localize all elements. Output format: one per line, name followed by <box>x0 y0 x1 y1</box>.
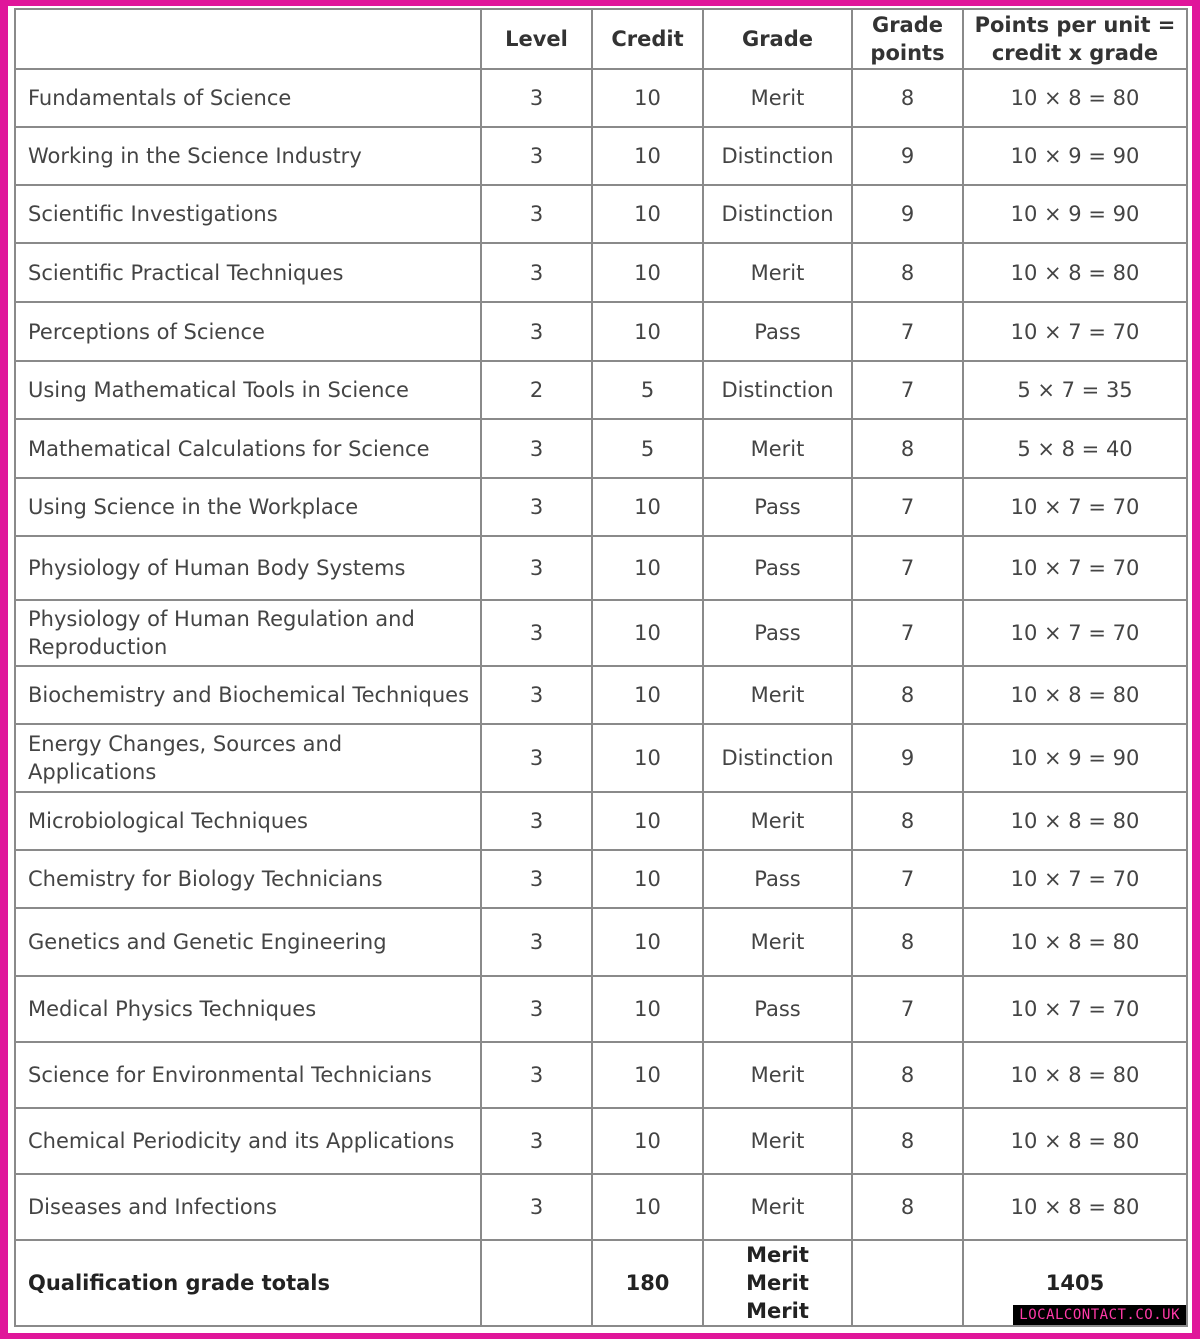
cell-unit: Fundamentals of Science <box>15 69 481 127</box>
cell-grade-points: 7 <box>852 976 963 1042</box>
cell-unit: Using Science in the Workplace <box>15 478 481 536</box>
cell-credit: 10 <box>592 724 703 792</box>
cell-grade-points: 8 <box>852 1108 963 1174</box>
totals-grade-1: Merit <box>746 1243 809 1267</box>
table-row <box>15 361 1187 419</box>
cell-unit: Science for Environmental Technicians <box>15 1042 481 1108</box>
cell-level: 3 <box>481 69 592 127</box>
cell-grade: Pass <box>703 976 852 1042</box>
table-row <box>15 69 1187 127</box>
header-credit: Credit <box>592 9 703 69</box>
cell-grade-points: 8 <box>852 1174 963 1240</box>
table-row <box>15 908 1187 976</box>
cell-credit: 10 <box>592 666 703 724</box>
cell-grade: Distinction <box>703 127 852 185</box>
cell-grade: Merit <box>703 419 852 478</box>
cell-grade: Distinction <box>703 361 852 419</box>
cell-points: 10 × 7 = 70 <box>963 850 1187 908</box>
cell-level: 3 <box>481 302 592 361</box>
cell-grade: Pass <box>703 478 852 536</box>
table-row <box>15 1108 1187 1174</box>
cell-credit: 10 <box>592 600 703 666</box>
cell-credit: 10 <box>592 69 703 127</box>
cell-credit: 10 <box>592 850 703 908</box>
watermark-logo: LOCALCONTACT.CO.UK <box>1013 1305 1186 1325</box>
cell-grade: Pass <box>703 850 852 908</box>
cell-grade: Merit <box>703 243 852 302</box>
cell-unit: Diseases and Infections <box>15 1174 481 1240</box>
cell-level: 3 <box>481 1042 592 1108</box>
cell-unit: Physiology of Human Regulation and Reproduction <box>15 600 481 666</box>
cell-points: 10 × 9 = 90 <box>963 724 1187 792</box>
cell-grade: Merit <box>703 69 852 127</box>
table-row <box>15 792 1187 850</box>
totals-row <box>15 1240 1187 1326</box>
cell-grade: Distinction <box>703 185 852 243</box>
cell-credit: 10 <box>592 536 703 600</box>
cell-grade: Merit <box>703 666 852 724</box>
totals-grades <box>703 1240 852 1326</box>
cell-grade-points: 9 <box>852 185 963 243</box>
table-row <box>15 666 1187 724</box>
header-grade: Grade <box>703 9 852 69</box>
cell-grade: Merit <box>703 792 852 850</box>
table-row <box>15 850 1187 908</box>
cell-points: 10 × 9 = 90 <box>963 127 1187 185</box>
cell-points: 10 × 8 = 80 <box>963 908 1187 976</box>
cell-credit: 5 <box>592 419 703 478</box>
cell-level: 3 <box>481 792 592 850</box>
cell-level: 3 <box>481 1108 592 1174</box>
cell-points: 5 × 7 = 35 <box>963 361 1187 419</box>
cell-points: 10 × 7 = 70 <box>963 600 1187 666</box>
cell-unit: Perceptions of Science <box>15 302 481 361</box>
cell-level: 3 <box>481 666 592 724</box>
grade-table <box>14 8 1188 1327</box>
cell-level: 3 <box>481 1174 592 1240</box>
totals-points: 1405 <box>963 1240 1187 1326</box>
table-row <box>15 243 1187 302</box>
cell-credit: 10 <box>592 908 703 976</box>
cell-grade-points: 8 <box>852 69 963 127</box>
totals-credit: 180 <box>592 1240 703 1326</box>
cell-level: 3 <box>481 850 592 908</box>
cell-level: 3 <box>481 600 592 666</box>
cell-unit: Microbiological Techniques <box>15 792 481 850</box>
cell-grade: Distinction <box>703 724 852 792</box>
cell-credit: 10 <box>592 1174 703 1240</box>
cell-level: 3 <box>481 976 592 1042</box>
cell-credit: 10 <box>592 1108 703 1174</box>
cell-level: 3 <box>481 536 592 600</box>
table-row <box>15 419 1187 478</box>
cell-grade: Pass <box>703 302 852 361</box>
cell-points: 10 × 7 = 70 <box>963 478 1187 536</box>
table-row <box>15 478 1187 536</box>
cell-points: 10 × 8 = 80 <box>963 1108 1187 1174</box>
cell-credit: 10 <box>592 1042 703 1108</box>
table-row <box>15 302 1187 361</box>
cell-grade: Merit <box>703 1042 852 1108</box>
cell-points: 10 × 7 = 70 <box>963 302 1187 361</box>
cell-points: 5 × 8 = 40 <box>963 419 1187 478</box>
cell-points: 10 × 8 = 80 <box>963 792 1187 850</box>
cell-unit: Scientific Practical Techniques <box>15 243 481 302</box>
cell-credit: 10 <box>592 185 703 243</box>
cell-grade-points: 7 <box>852 850 963 908</box>
cell-points: 10 × 7 = 70 <box>963 976 1187 1042</box>
cell-level: 3 <box>481 419 592 478</box>
cell-points: 10 × 8 = 80 <box>963 69 1187 127</box>
cell-grade: Merit <box>703 1174 852 1240</box>
cell-grade: Pass <box>703 536 852 600</box>
cell-credit: 10 <box>592 243 703 302</box>
cell-grade-points: 8 <box>852 666 963 724</box>
table-row <box>15 536 1187 600</box>
cell-unit: Biochemistry and Biochemical Techniques <box>15 666 481 724</box>
header-unit <box>15 9 481 69</box>
header-grade-points: Grade points <box>852 9 963 69</box>
cell-points: 10 × 8 = 80 <box>963 243 1187 302</box>
table-row <box>15 127 1187 185</box>
totals-grade-points <box>852 1240 963 1326</box>
cell-points: 10 × 7 = 70 <box>963 536 1187 600</box>
header-points-per-unit: Points per unit = credit x grade <box>963 9 1187 69</box>
cell-grade-points: 8 <box>852 908 963 976</box>
cell-credit: 10 <box>592 976 703 1042</box>
cell-grade-points: 9 <box>852 127 963 185</box>
totals-grade-3: Merit <box>746 1299 809 1323</box>
totals-label: Qualification grade totals <box>15 1240 481 1326</box>
cell-unit: Chemistry for Biology Technicians <box>15 850 481 908</box>
cell-grade-points: 7 <box>852 478 963 536</box>
cell-grade-points: 8 <box>852 1042 963 1108</box>
cell-grade-points: 8 <box>852 243 963 302</box>
cell-grade-points: 7 <box>852 361 963 419</box>
table-row <box>15 724 1187 792</box>
cell-grade-points: 7 <box>852 302 963 361</box>
table-row <box>15 976 1187 1042</box>
cell-credit: 10 <box>592 792 703 850</box>
cell-level: 2 <box>481 361 592 419</box>
cell-unit: Chemical Periodicity and its Applications <box>15 1108 481 1174</box>
cell-unit: Physiology of Human Body Systems <box>15 536 481 600</box>
header-row <box>15 9 1187 69</box>
table-row <box>15 600 1187 666</box>
cell-level: 3 <box>481 478 592 536</box>
cell-grade: Merit <box>703 1108 852 1174</box>
table-row <box>15 185 1187 243</box>
cell-unit: Mathematical Calculations for Science <box>15 419 481 478</box>
cell-points: 10 × 8 = 80 <box>963 666 1187 724</box>
cell-grade-points: 8 <box>852 792 963 850</box>
totals-grade-2: Merit <box>746 1271 809 1295</box>
cell-level: 3 <box>481 724 592 792</box>
table-row <box>15 1042 1187 1108</box>
cell-unit: Working in the Science Industry <box>15 127 481 185</box>
cell-unit: Scientific Investigations <box>15 185 481 243</box>
cell-credit: 10 <box>592 127 703 185</box>
cell-level: 3 <box>481 127 592 185</box>
cell-unit: Genetics and Genetic Engineering <box>15 908 481 976</box>
cell-level: 3 <box>481 185 592 243</box>
cell-credit: 10 <box>592 478 703 536</box>
table-row <box>15 1174 1187 1240</box>
header-level: Level <box>481 9 592 69</box>
cell-grade: Merit <box>703 908 852 976</box>
cell-grade: Pass <box>703 600 852 666</box>
cell-points: 10 × 8 = 80 <box>963 1042 1187 1108</box>
cell-level: 3 <box>481 243 592 302</box>
totals-level <box>481 1240 592 1326</box>
cell-credit: 10 <box>592 302 703 361</box>
cell-unit: Using Mathematical Tools in Science <box>15 361 481 419</box>
cell-unit: Medical Physics Techniques <box>15 976 481 1042</box>
cell-grade-points: 7 <box>852 600 963 666</box>
cell-grade-points: 7 <box>852 536 963 600</box>
cell-grade-points: 9 <box>852 724 963 792</box>
table-body <box>15 69 1187 1240</box>
cell-grade-points: 8 <box>852 419 963 478</box>
cell-points: 10 × 8 = 80 <box>963 1174 1187 1240</box>
cell-credit: 5 <box>592 361 703 419</box>
cell-points: 10 × 9 = 90 <box>963 185 1187 243</box>
cell-unit: Energy Changes, Sources and Applications <box>15 724 481 792</box>
cell-level: 3 <box>481 908 592 976</box>
